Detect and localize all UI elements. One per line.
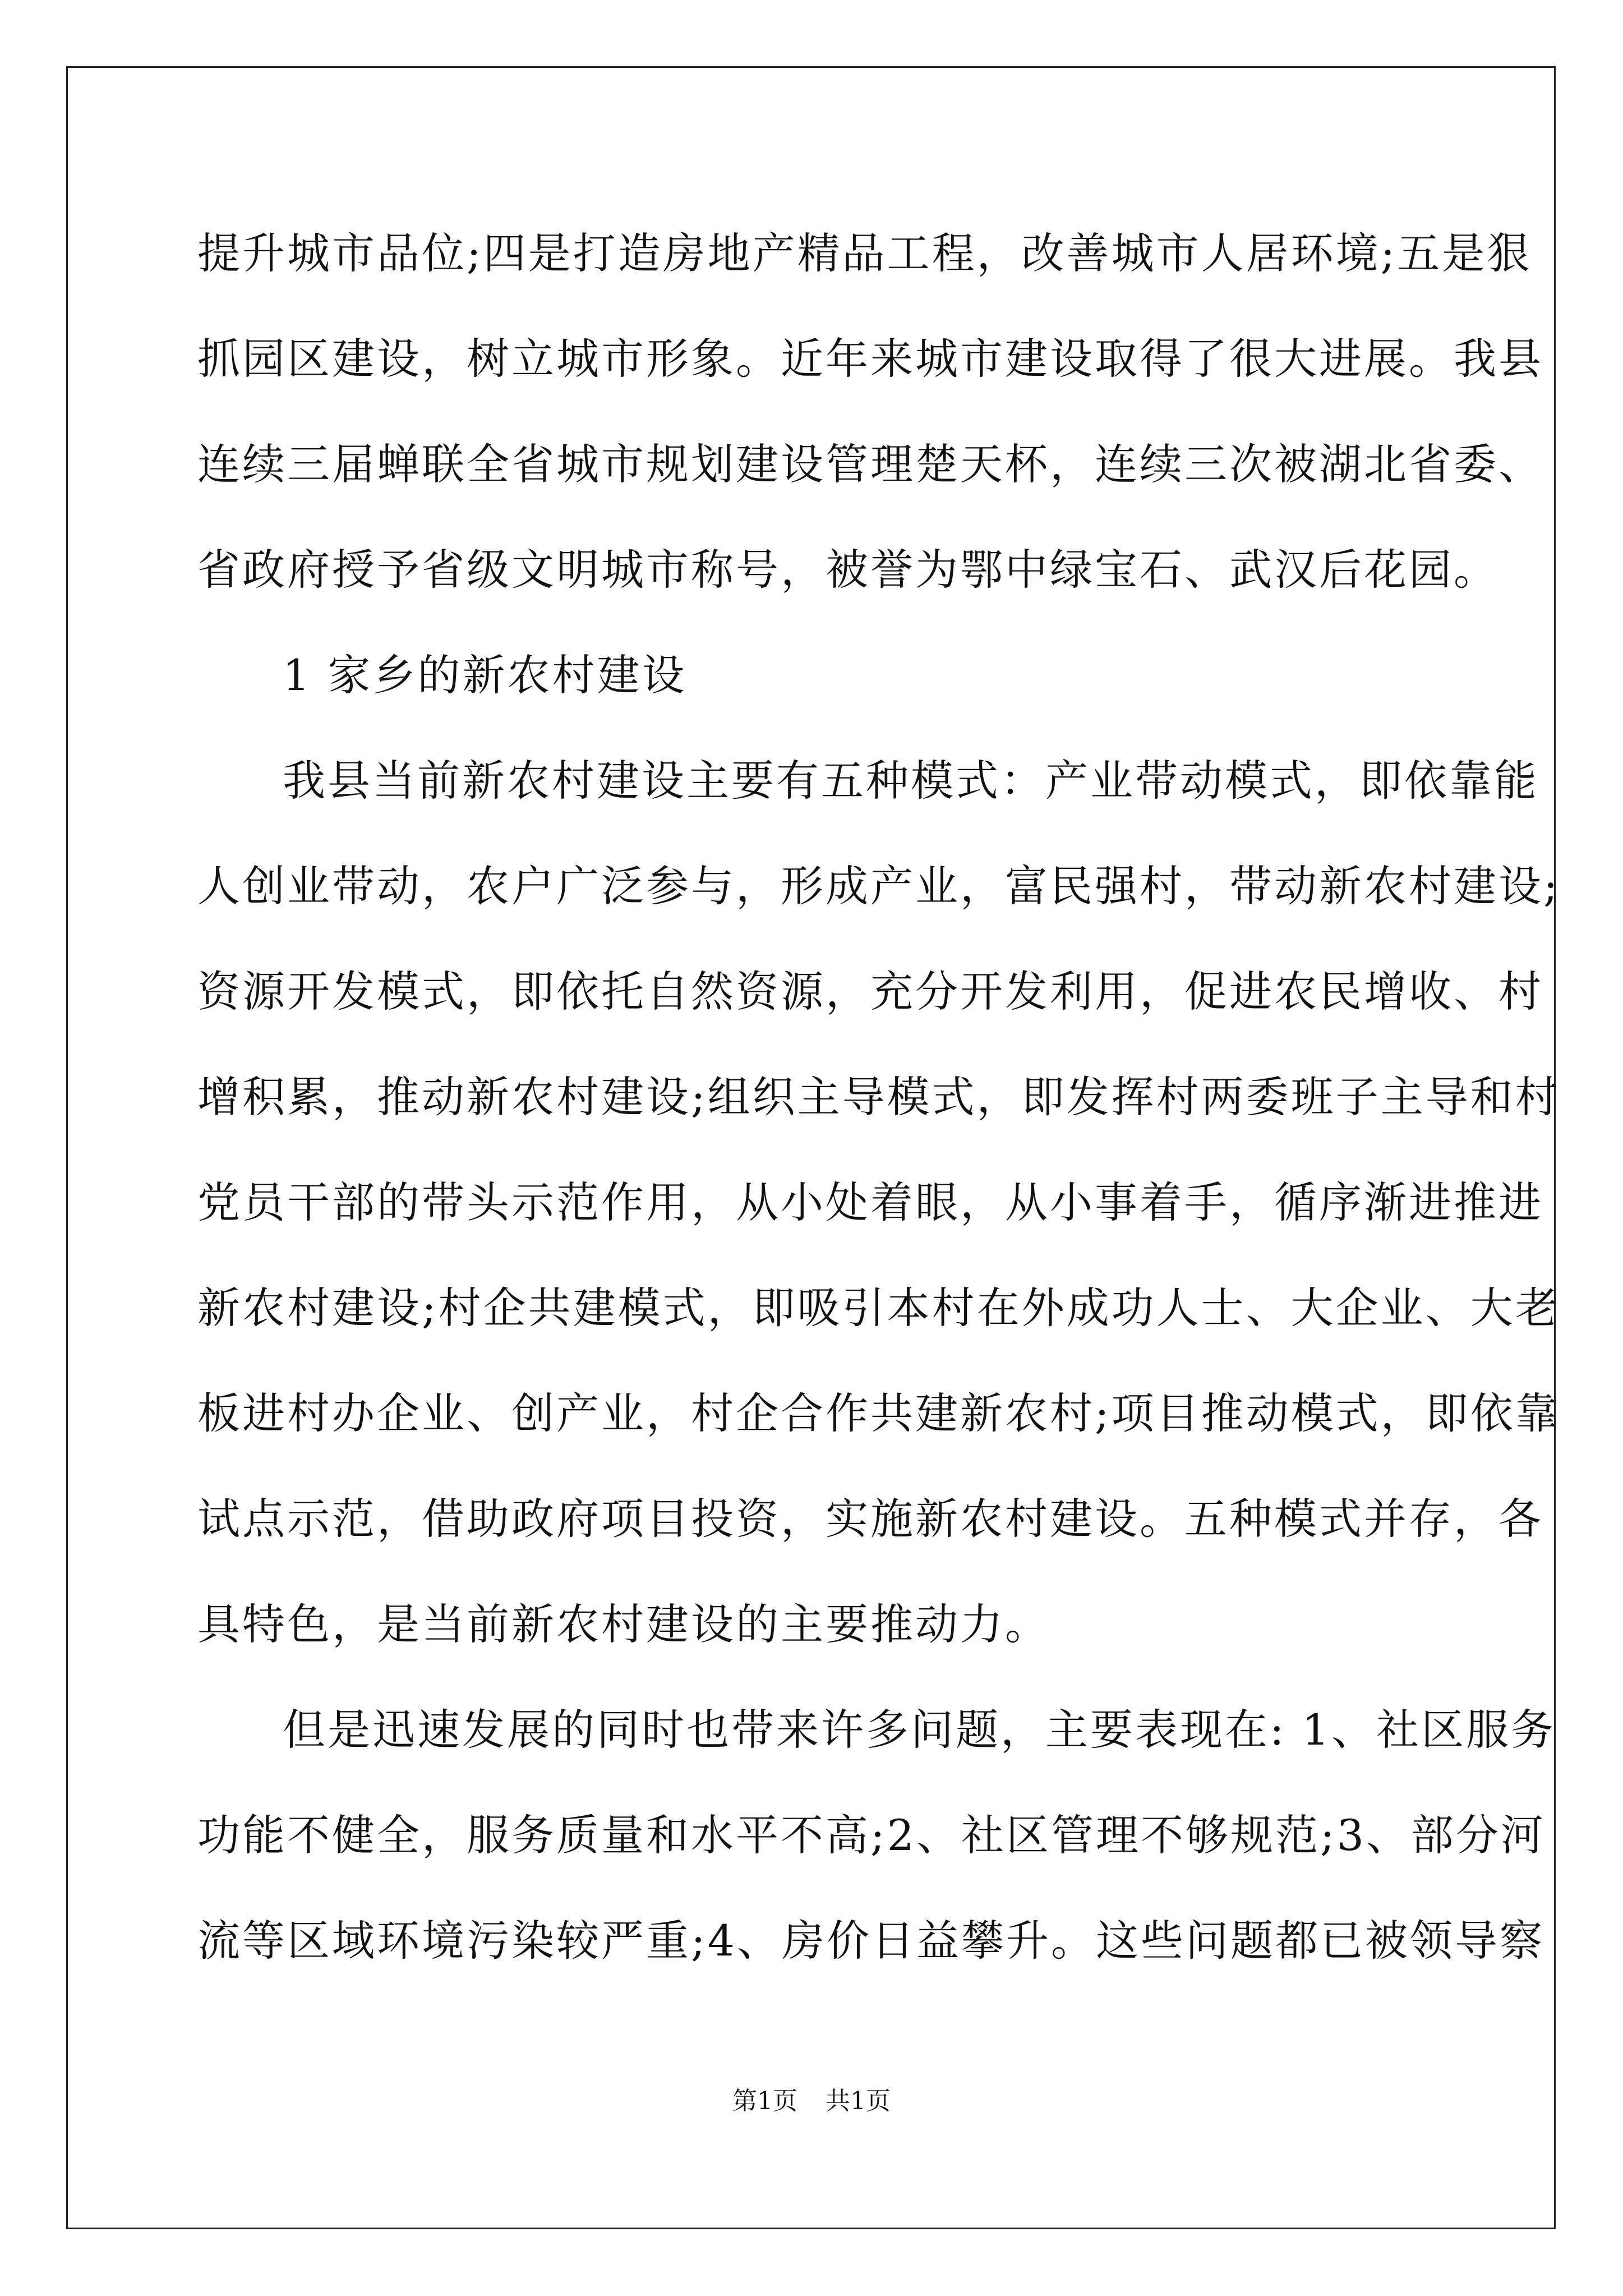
paragraph-line: 新农村建设;村企共建模式，即吸引本村在外成功人士、大企业、大老 (197, 1283, 1560, 1333)
paragraph-line: 试点示范，借助政府项目投资，实施新农村建设。五种模式并存，各 (197, 1494, 1543, 1544)
paragraph-line: 资源开发模式，即依托自然资源，充分开发利用，促进农民增收、村 (197, 967, 1543, 1016)
page-total: 共1页 (826, 2087, 891, 2115)
paragraph-line: 省政府授予省级文明城市称号，被誉为鄂中绿宝石、武汉后花园。 (197, 545, 1498, 595)
paragraph-line: 提升城市品位;四是打造房地产精品工程，改善城市人居环境;五是狠 (197, 228, 1532, 278)
document-body (197, 201, 1560, 1994)
paragraph-line: 增积累，推动新农村建设;组织主导模式，即发挥村两委班子主导和村 (197, 1072, 1560, 1122)
page-footer (0, 2085, 1623, 2118)
paragraph-line: 但是迅速发展的同时也带来许多问题，主要表现在: 1、社区服务 (283, 1705, 1556, 1755)
paragraph-line: 人创业带动，农户广泛参与，形成产业，富民强村，带动新农村建设; (197, 861, 1560, 911)
paragraph-line: 抓园区建设，树立城市形象。近年来城市建设取得了很大进展。我县 (197, 334, 1543, 384)
paragraph-line: 我县当前新农村建设主要有五种模式：产业带动模式，即依靠能 (283, 756, 1539, 806)
paragraph-line: 连续三届蝉联全省城市规划建设管理楚天杯，连续三次被湖北省委、 (197, 439, 1543, 489)
paragraph-line: 流等区域环境污染较严重;4、房价日益攀升。这些问题都已被领导察 (197, 1916, 1544, 1966)
paragraph-line: 党员干部的带头示范作用，从小处着眼，从小事着手，循序渐进推进 (197, 1177, 1543, 1227)
page-number: 第1页 (732, 2087, 797, 2115)
section-heading: 1 家乡的新农村建设 (283, 650, 687, 700)
paragraph-line: 功能不健全，服务质量和水平不高;2、社区管理不够规范;3、部分河 (197, 1810, 1546, 1860)
paragraph-line: 板进村办企业、创产业，村企合作共建新农村;项目推动模式，即依靠 (197, 1388, 1560, 1438)
paragraph-line: 具特色，是当前新农村建设的主要推动力。 (197, 1599, 1050, 1649)
